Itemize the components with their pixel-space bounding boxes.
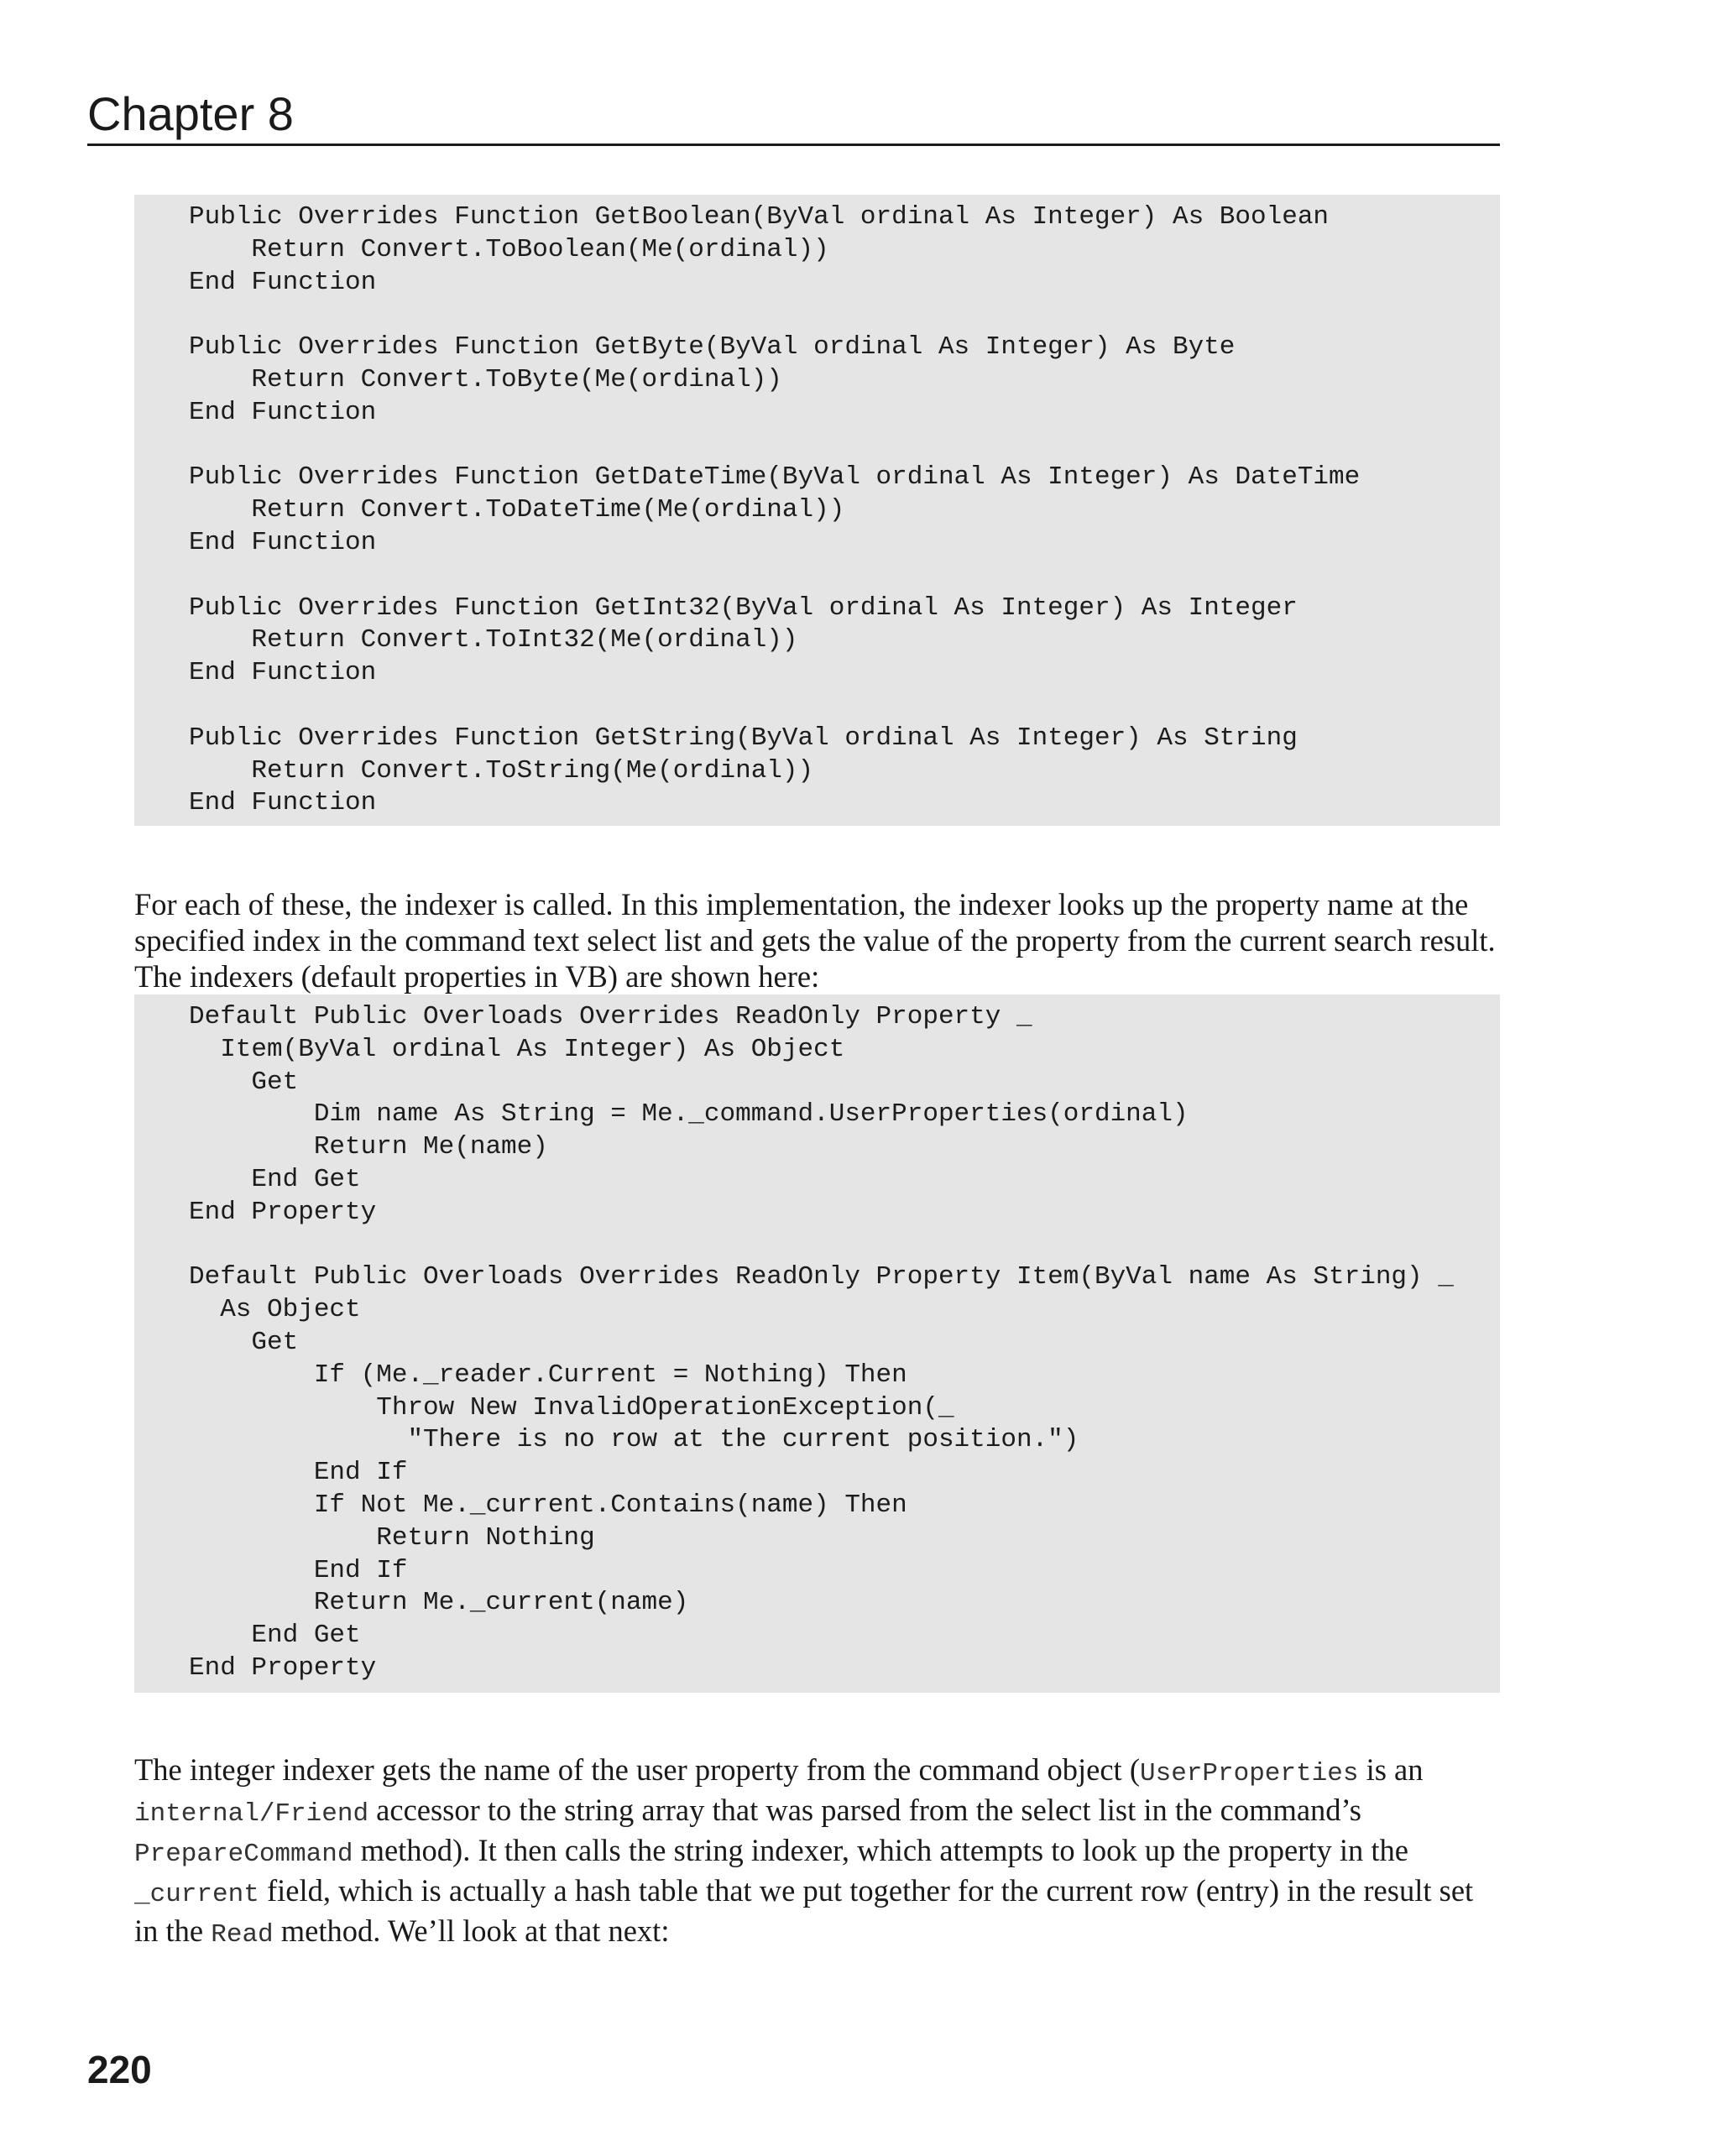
paragraph-text: method). It then calls the string indexer, which attempts to look up the property in the xyxy=(353,1832,1408,1867)
page-number: 220 xyxy=(87,2048,152,2091)
code-line: Return Me(name) xyxy=(189,1132,548,1162)
paragraph-text: field, which is actually a hash table that we put together for the current row (entry) in the result set in the xyxy=(134,1872,1474,1948)
code-line: End Function xyxy=(189,788,377,818)
code-line xyxy=(189,299,1500,331)
code-line: If (Me._reader.Current = Nothing) Then xyxy=(189,1360,907,1390)
code-line xyxy=(189,1229,1500,1262)
code-line: Return Convert.ToByte(Me(ordinal)) xyxy=(189,364,782,394)
header-divider xyxy=(87,144,1500,146)
code-line: Return Convert.ToString(Me(ordinal)) xyxy=(189,755,814,786)
code-line xyxy=(189,690,1500,723)
code-line: Get xyxy=(189,1327,299,1357)
code-line: Return Me._current(name) xyxy=(189,1588,689,1618)
code-line: Dim name As String = Me._command.UserProperties(ordinal) xyxy=(189,1099,1189,1130)
code-line: End Property xyxy=(189,1652,377,1683)
body-paragraph: For each of these, the indexer is called. In this implementation, the indexer looks up the property name at the specified index in the command text select list and gets the value of the property from the current search result. The indexers (default properties in VB) are shown here: xyxy=(134,886,1496,994)
code-line: Get xyxy=(189,1067,299,1097)
paragraph-text: is an xyxy=(1358,1751,1424,1787)
chapter-title: Chapter 8 xyxy=(87,87,294,140)
inline-code: internal/Friend xyxy=(134,1798,369,1829)
inline-code: UserProperties xyxy=(1139,1758,1359,1788)
code-line: If Not Me._current.Contains(name) Then xyxy=(189,1490,907,1520)
code-line: End Function xyxy=(189,397,377,427)
code-line: Default Public Overloads Overrides ReadOnly Property _ xyxy=(189,1002,1032,1031)
code-line: Return Convert.ToInt32(Me(ordinal)) xyxy=(189,625,798,655)
code-line: Default Public Overloads Overrides ReadOnly Property Item(ByVal name As String) _ xyxy=(189,1262,1454,1292)
code-line: Public Overrides Function GetBoolean(ByVal ordinal As Integer) As Boolean xyxy=(189,202,1330,232)
code-line: End Function xyxy=(189,527,377,557)
paragraph-text: method. We’ll look at that next: xyxy=(273,1913,670,1948)
inline-code: Read xyxy=(211,1919,274,1950)
code-line xyxy=(189,430,1500,462)
code-block xyxy=(134,195,1500,826)
code-line: Public Overrides Function GetString(ByVal ordinal As Integer) As String xyxy=(189,723,1298,753)
code-line: Public Overrides Function GetByte(ByVal ordinal As Integer) As Byte xyxy=(189,332,1236,363)
code-line: Return Convert.ToDateTime(Me(ordinal)) xyxy=(189,495,845,525)
code-line: End Get xyxy=(189,1621,361,1651)
code-line: Public Overrides Function GetInt32(ByVal ordinal As Integer) As Integer xyxy=(189,593,1298,623)
code-line: As Object xyxy=(189,1295,361,1325)
code-line: End Get xyxy=(189,1164,361,1194)
paragraph-text: The integer indexer gets the name of the user property from the command object ( xyxy=(134,1751,1140,1787)
code-line xyxy=(189,560,1500,593)
code-line: Item(ByVal ordinal As Integer) As Object xyxy=(189,1034,845,1064)
paragraph-text: accessor to the string array that was parsed from the select list in the command’s xyxy=(368,1792,1361,1827)
code-line: End Function xyxy=(189,658,377,688)
inline-code: PrepareCommand xyxy=(134,1839,353,1869)
code-line: Return Convert.ToBoolean(Me(ordinal)) xyxy=(189,234,829,264)
body-paragraph xyxy=(134,1751,1500,1953)
code-block xyxy=(134,994,1500,1693)
inline-code: _current xyxy=(134,1879,259,1909)
code-line: End If xyxy=(189,1458,408,1488)
code-line: Public Overrides Function GetDateTime(ByVal ordinal As Integer) As DateTime xyxy=(189,462,1361,493)
code-line: End Function xyxy=(189,267,377,297)
code-line: End If xyxy=(189,1555,408,1585)
code-line: Throw New InvalidOperationException(_ xyxy=(189,1392,954,1423)
code-line: Return Nothing xyxy=(189,1522,595,1553)
code-line: "There is no row at the current position.") xyxy=(189,1425,1079,1455)
code-line: End Property xyxy=(189,1197,377,1227)
